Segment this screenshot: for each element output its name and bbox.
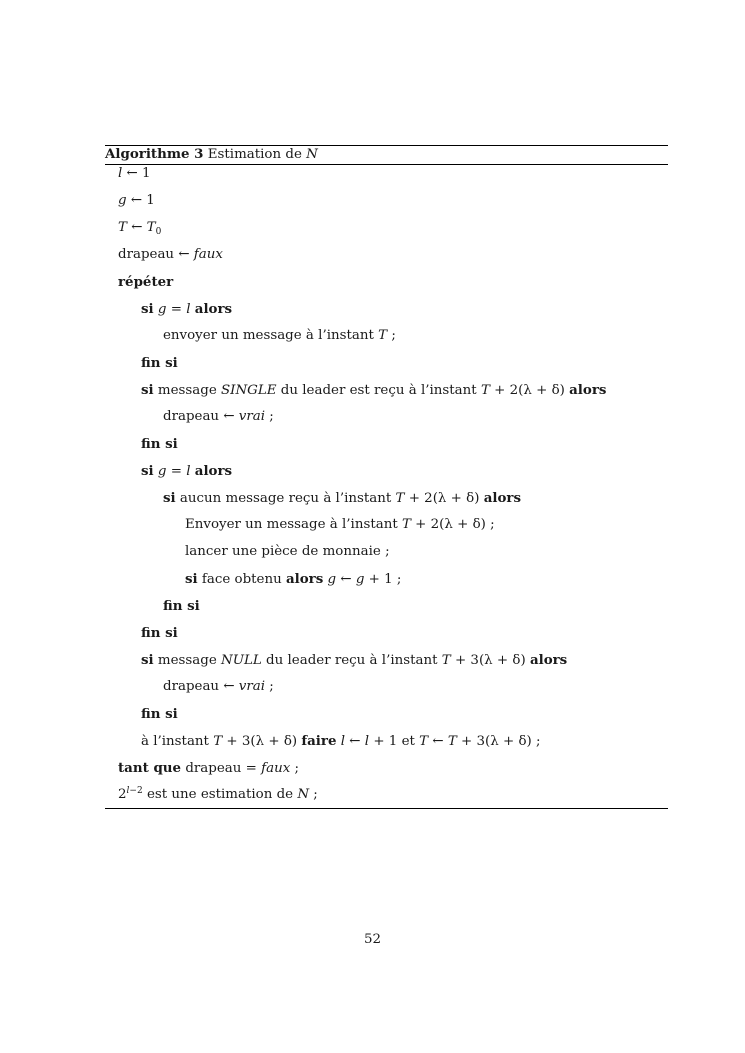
text: drapeau ← bbox=[163, 409, 239, 424]
text: drapeau = bbox=[181, 761, 262, 776]
var: T bbox=[146, 220, 156, 235]
var: g bbox=[157, 302, 167, 317]
keyword: alors bbox=[569, 382, 607, 398]
var: l bbox=[186, 464, 191, 479]
var: T bbox=[480, 383, 490, 398]
var: T bbox=[419, 734, 429, 749]
power-base: 2 bbox=[118, 787, 127, 802]
var: l bbox=[126, 786, 130, 796]
var: l bbox=[364, 734, 370, 749]
algo-line-17 bbox=[163, 597, 200, 616]
var: T bbox=[395, 491, 405, 506]
text: + 2(λ + δ) bbox=[404, 491, 484, 506]
algo-line-14 bbox=[185, 516, 495, 534]
algo-line-5 bbox=[118, 273, 173, 292]
text: drapeau ← bbox=[118, 247, 194, 262]
text: + 1 et bbox=[369, 734, 420, 749]
algorithm-label: Algorithme 3 bbox=[105, 146, 204, 162]
algo-line-19 bbox=[141, 651, 567, 670]
var: l bbox=[186, 302, 191, 317]
var: l bbox=[340, 734, 346, 749]
algo-line-22 bbox=[141, 732, 541, 751]
text: ← bbox=[428, 734, 448, 749]
subscript: 0 bbox=[155, 227, 162, 237]
var: vrai bbox=[238, 409, 266, 424]
var: T bbox=[401, 517, 411, 532]
var: T bbox=[118, 220, 127, 235]
keyword: fin si bbox=[141, 355, 178, 371]
text: ; bbox=[265, 679, 274, 694]
text: + 1 ; bbox=[364, 572, 402, 587]
text: ; bbox=[265, 409, 274, 424]
text: ← bbox=[336, 572, 356, 587]
keyword: si bbox=[141, 652, 154, 668]
algo-line-23 bbox=[118, 759, 299, 778]
text: + 2(λ + δ) ; bbox=[410, 517, 495, 532]
algo-line-4 bbox=[118, 246, 223, 264]
text: ← bbox=[126, 220, 147, 235]
var: faux bbox=[261, 761, 291, 776]
algorithm-title-var: N bbox=[306, 147, 318, 162]
algo-line-15 bbox=[185, 543, 390, 561]
keyword: alors bbox=[285, 571, 324, 587]
text: lancer une pièce de monnaie ; bbox=[185, 544, 390, 559]
text: aucun message reçu à l’instant bbox=[175, 491, 396, 506]
text: + 2(λ + δ) bbox=[489, 383, 570, 398]
var: g bbox=[157, 464, 167, 479]
keyword: alors bbox=[194, 301, 233, 317]
text: message bbox=[153, 383, 221, 398]
algo-line-13 bbox=[163, 489, 521, 508]
var: T bbox=[441, 653, 451, 668]
algo-line-7 bbox=[163, 327, 396, 345]
text: ; bbox=[309, 787, 318, 802]
var: l bbox=[118, 166, 123, 181]
keyword: fin si bbox=[141, 706, 178, 722]
algo-line-20 bbox=[163, 678, 274, 696]
text: du leader reçu à l’instant bbox=[261, 653, 442, 668]
var: NULL bbox=[221, 653, 262, 668]
keyword: répéter bbox=[118, 274, 174, 290]
var: SINGLE bbox=[221, 383, 277, 398]
keyword: fin si bbox=[163, 598, 200, 614]
algo-line-21 bbox=[141, 705, 178, 724]
text: du leader est reçu à l’instant bbox=[276, 383, 481, 398]
var: T bbox=[213, 734, 223, 749]
text: à l’instant bbox=[141, 734, 214, 749]
var: T bbox=[447, 734, 457, 749]
keyword: si bbox=[141, 301, 154, 317]
algo-line-1 bbox=[118, 165, 151, 183]
algorithm-caption bbox=[105, 146, 318, 163]
algo-line-12 bbox=[141, 462, 232, 481]
keyword: alors bbox=[529, 652, 568, 668]
keyword: alors bbox=[194, 463, 233, 479]
var: faux bbox=[193, 247, 223, 262]
algo-line-9 bbox=[141, 381, 606, 400]
keyword: fin si bbox=[141, 436, 178, 452]
var: T bbox=[378, 328, 388, 343]
keyword: faire bbox=[301, 733, 337, 749]
text: face obtenu bbox=[197, 572, 286, 587]
exponent bbox=[127, 786, 143, 796]
keyword: si bbox=[141, 463, 154, 479]
keyword: tant que bbox=[118, 760, 182, 776]
var: vrai bbox=[238, 679, 266, 694]
keyword: alors bbox=[483, 490, 521, 506]
keyword: si bbox=[163, 490, 176, 506]
var: g bbox=[118, 193, 127, 208]
text: Envoyer un message à l’instant bbox=[185, 517, 402, 532]
keyword: si bbox=[185, 571, 198, 587]
algo-line-2 bbox=[118, 192, 155, 210]
algorithm-title: Estimation de bbox=[207, 147, 302, 162]
text: ; bbox=[290, 761, 300, 776]
algo-line-3 bbox=[118, 219, 161, 237]
text: message bbox=[153, 653, 221, 668]
text: + 3(λ + δ) ; bbox=[456, 734, 541, 749]
text: ← bbox=[345, 734, 365, 749]
var: g bbox=[327, 572, 337, 587]
algo-line-8 bbox=[141, 354, 178, 373]
algorithm-bottom-rule bbox=[105, 808, 668, 809]
var: g bbox=[355, 572, 365, 587]
keyword: si bbox=[141, 382, 154, 398]
text: = bbox=[166, 302, 187, 317]
var: N bbox=[297, 787, 310, 802]
algo-line-6 bbox=[141, 300, 232, 319]
text: + 3(λ + δ) bbox=[222, 734, 302, 749]
text: ← 1 bbox=[126, 193, 155, 208]
algorithm-caption-rule bbox=[105, 164, 668, 165]
keyword: fin si bbox=[141, 625, 178, 641]
text: ; bbox=[387, 328, 396, 343]
algo-line-11 bbox=[141, 435, 178, 454]
algo-line-10 bbox=[163, 408, 274, 426]
text: −2 bbox=[129, 786, 143, 796]
text: est une estimation de bbox=[142, 787, 298, 802]
algo-line-18 bbox=[141, 624, 178, 643]
text: ← 1 bbox=[122, 166, 151, 181]
text: drapeau ← bbox=[163, 679, 239, 694]
text: envoyer un message à l’instant bbox=[163, 328, 379, 343]
page-number: 52 bbox=[363, 932, 382, 947]
text: = bbox=[166, 464, 187, 479]
algo-line-24 bbox=[118, 786, 318, 804]
text: + 3(λ + δ) bbox=[450, 653, 530, 668]
algo-line-16 bbox=[185, 570, 401, 589]
